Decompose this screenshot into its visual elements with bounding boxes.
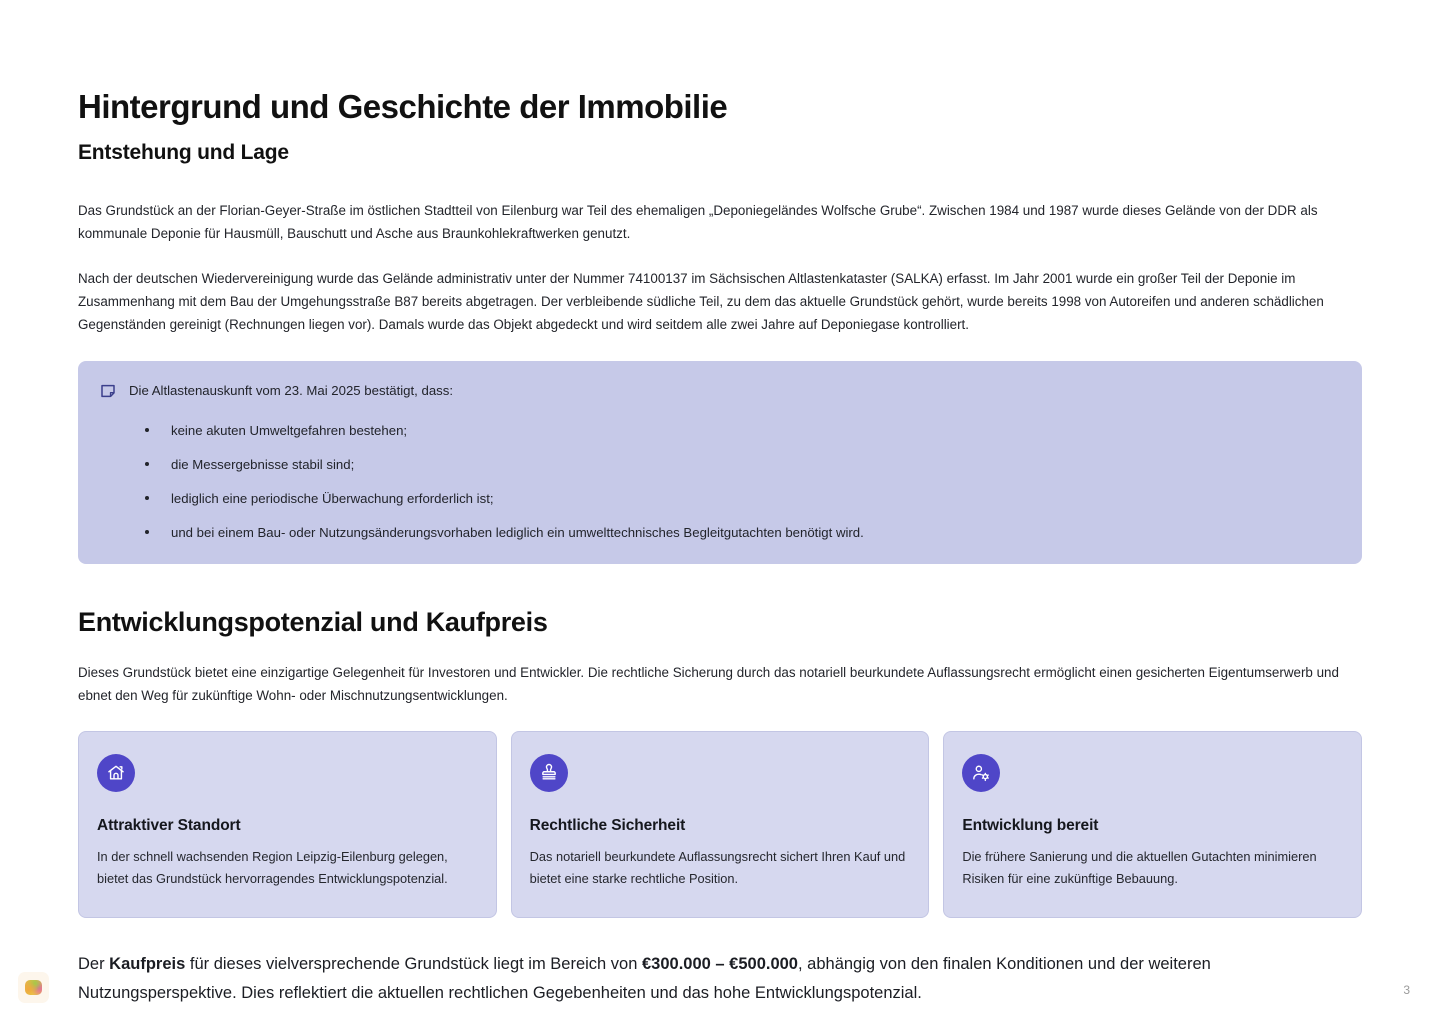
- list-item: und bei einem Bau- oder Nutzungsänderungsvorhaben lediglich ein umwelttechnisches Begleitgutachten benötigt wird.: [100, 523, 1340, 543]
- feature-card-location: [78, 731, 497, 918]
- list-item: lediglich eine periodische Überwachung erforderlich ist;: [100, 489, 1340, 509]
- user-gear-icon: [962, 754, 1000, 792]
- page-title: Hintergrund und Geschichte der Immobilie: [78, 88, 728, 125]
- card-text: Die frühere Sanierung und die aktuellen Gutachten minimieren Risiken für eine zukünftige Bebauung.: [962, 848, 1317, 886]
- card-title: Entwicklung bereit: [962, 816, 1099, 834]
- closing-bold-kaufpreis: Kaufpreis: [109, 954, 186, 973]
- history-paragraph-1: Das Grundstück an der Florian-Geyer-Straße im östlichen Stadtteil von Eilenburg war Teil des ehemaligen „Deponiegeländes Wolfsche Grube“. Zwischen 1984 und 1987 wurde dieses Gelände von der DDR als kommunale Deponie für Hausmüll, Bauschutt und Asche aus Braunkohlekraftwerken genutzt.: [78, 203, 1318, 242]
- app-logo-badge[interactable]: [18, 972, 49, 1003]
- card-text: In der schnell wachsenden Region Leipzig-Eilenburg gelegen, bietet das Grundstück hervorragendes Entwicklungspotenzial.: [97, 848, 448, 886]
- development-section: [78, 606, 1362, 1008]
- callout-list: [100, 421, 1340, 542]
- history-paragraph-2: Nach der deutschen Wiedervereinigung wurde das Gelände administrativ unter der Nummer 74100137 im Sächsischen Altlastenkataster (SALKA) erfasst. Im Jahr 2001 wurde ein großer Teil der Deponie im Zusammenhang mit dem Bau der Umgehungsstraße B87 bereits abgetragen. Der verbleibende südliche Teil, zu dem das aktuelle Grundstück gehört, wurde bereits 1998 von Autoreifen und anderen schädlichen Gegenständen gereinigt (Rechnungen liegen vor). Damals wurde das Objekt abgedeckt und wird seitdem alle zwei Jahre auf Deponiegase kontrolliert.: [78, 271, 1324, 333]
- closing-paragraph: [78, 950, 1362, 1009]
- card-title: Attraktiver Standort: [97, 816, 241, 834]
- closing-text-3: , abhängig von den finalen Konditionen und der weiteren Nutzungsperspektive. Dies reflektiert die aktuellen rechtlichen Gegebenheiten und das hohe Entwicklungspotenzial.: [78, 954, 1211, 1003]
- home-icon: [97, 754, 135, 792]
- closing-text-1: Der: [78, 954, 110, 973]
- feature-card-legal-security: [511, 731, 930, 918]
- feature-card-development-ready: [943, 731, 1362, 918]
- page-number: 3: [1403, 983, 1410, 997]
- list-item: keine akuten Umweltgefahren bestehen;: [100, 421, 1340, 441]
- closing-text-2: für dieses vielversprechende Grundstück liegt im Bereich von: [185, 954, 642, 973]
- callout-title: Die Altlastenauskunft vom 23. Mai 2025 bestätigt, dass:: [129, 383, 454, 399]
- callout-header: [100, 381, 1340, 401]
- list-item: die Messergebnisse stabil sind;: [100, 455, 1340, 475]
- logo-blob-icon: [25, 980, 42, 995]
- closing-bold-price-range: €300.000 – €500.000: [642, 954, 798, 973]
- card-title: Rechtliche Sicherheit: [529, 816, 686, 834]
- section-heading: Entwicklungspotenzial und Kaufpreis: [78, 607, 548, 638]
- feature-cards: [78, 731, 1362, 918]
- note-icon: [100, 383, 116, 399]
- page-subtitle: Entstehung und Lage: [78, 140, 289, 164]
- section-intro-paragraph: Dieses Grundstück bietet eine einzigartige Gelegenheit für Investoren und Entwickler. Die rechtliche Sicherung durch das notariell beurkundete Auflassungsrecht ermöglicht einen gesicherten Eigentumserwerb und ebnet den Weg für zukünftige Wohn- oder Mischnutzungsentwicklungen.: [78, 664, 1339, 703]
- card-text: Das notariell beurkundete Auflassungsrecht sichert Ihren Kauf und bietet eine starke rechtliche Position.: [529, 848, 906, 886]
- altlastenauskunft-callout: [78, 361, 1362, 564]
- stamp-icon: [530, 754, 568, 792]
